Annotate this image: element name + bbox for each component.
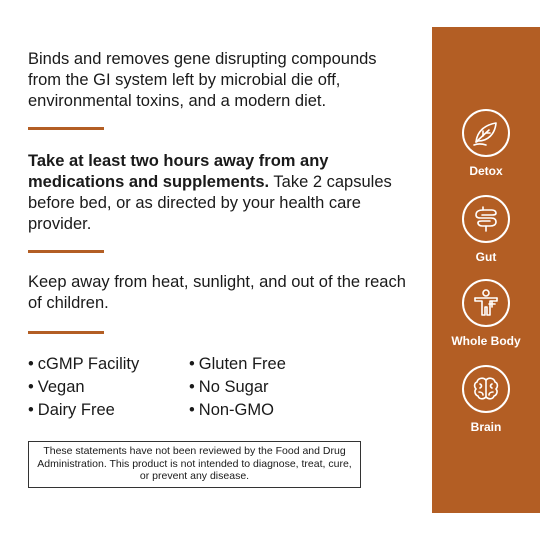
feature-item: • Dairy Free bbox=[28, 401, 115, 419]
badge-detox bbox=[432, 109, 540, 178]
badge-label: Brain bbox=[470, 420, 502, 434]
usage-text: Take 2 capsules before bed, or as directed by your health care provider. bbox=[28, 173, 392, 233]
badge-brain bbox=[432, 365, 540, 434]
divider bbox=[28, 331, 104, 334]
fda-disclaimer: These statements have not been reviewed by the Food and Drug Administration. This product is not intended to diagnose, treat, cure, or prevent any disease. bbox=[28, 441, 361, 488]
body-icon bbox=[462, 279, 510, 327]
storage-paragraph: Keep away from heat, sunlight, and out of the reach of children. bbox=[28, 273, 406, 312]
badge-gut bbox=[432, 195, 540, 264]
feature-item: • Non-GMO bbox=[189, 401, 274, 419]
badge-label: Detox bbox=[469, 164, 503, 178]
feature-item: • No Sugar bbox=[189, 378, 269, 396]
feature-item: • Vegan bbox=[28, 378, 85, 396]
feature-item: • cGMP Facility bbox=[28, 355, 140, 373]
badge-label: Gut bbox=[475, 250, 497, 264]
badge-label: Whole Body bbox=[451, 334, 521, 348]
feature-item: • Gluten Free bbox=[189, 355, 286, 373]
badge-whole-body bbox=[432, 279, 540, 348]
leaf-icon bbox=[462, 109, 510, 157]
brain-icon bbox=[462, 365, 510, 413]
feature-list bbox=[28, 354, 408, 421]
divider bbox=[28, 127, 104, 130]
usage-paragraph bbox=[28, 151, 408, 235]
benefits-sidebar bbox=[432, 27, 540, 513]
usage-bold-text: Take at least two hours away from any medications and supplements. bbox=[28, 152, 329, 191]
divider bbox=[28, 250, 104, 253]
intestine-icon bbox=[462, 195, 510, 243]
benefit-paragraph: Binds and removes gene disrupting compounds from the GI system left by microbial die off, environmental toxins, and a modern diet. bbox=[28, 50, 377, 110]
